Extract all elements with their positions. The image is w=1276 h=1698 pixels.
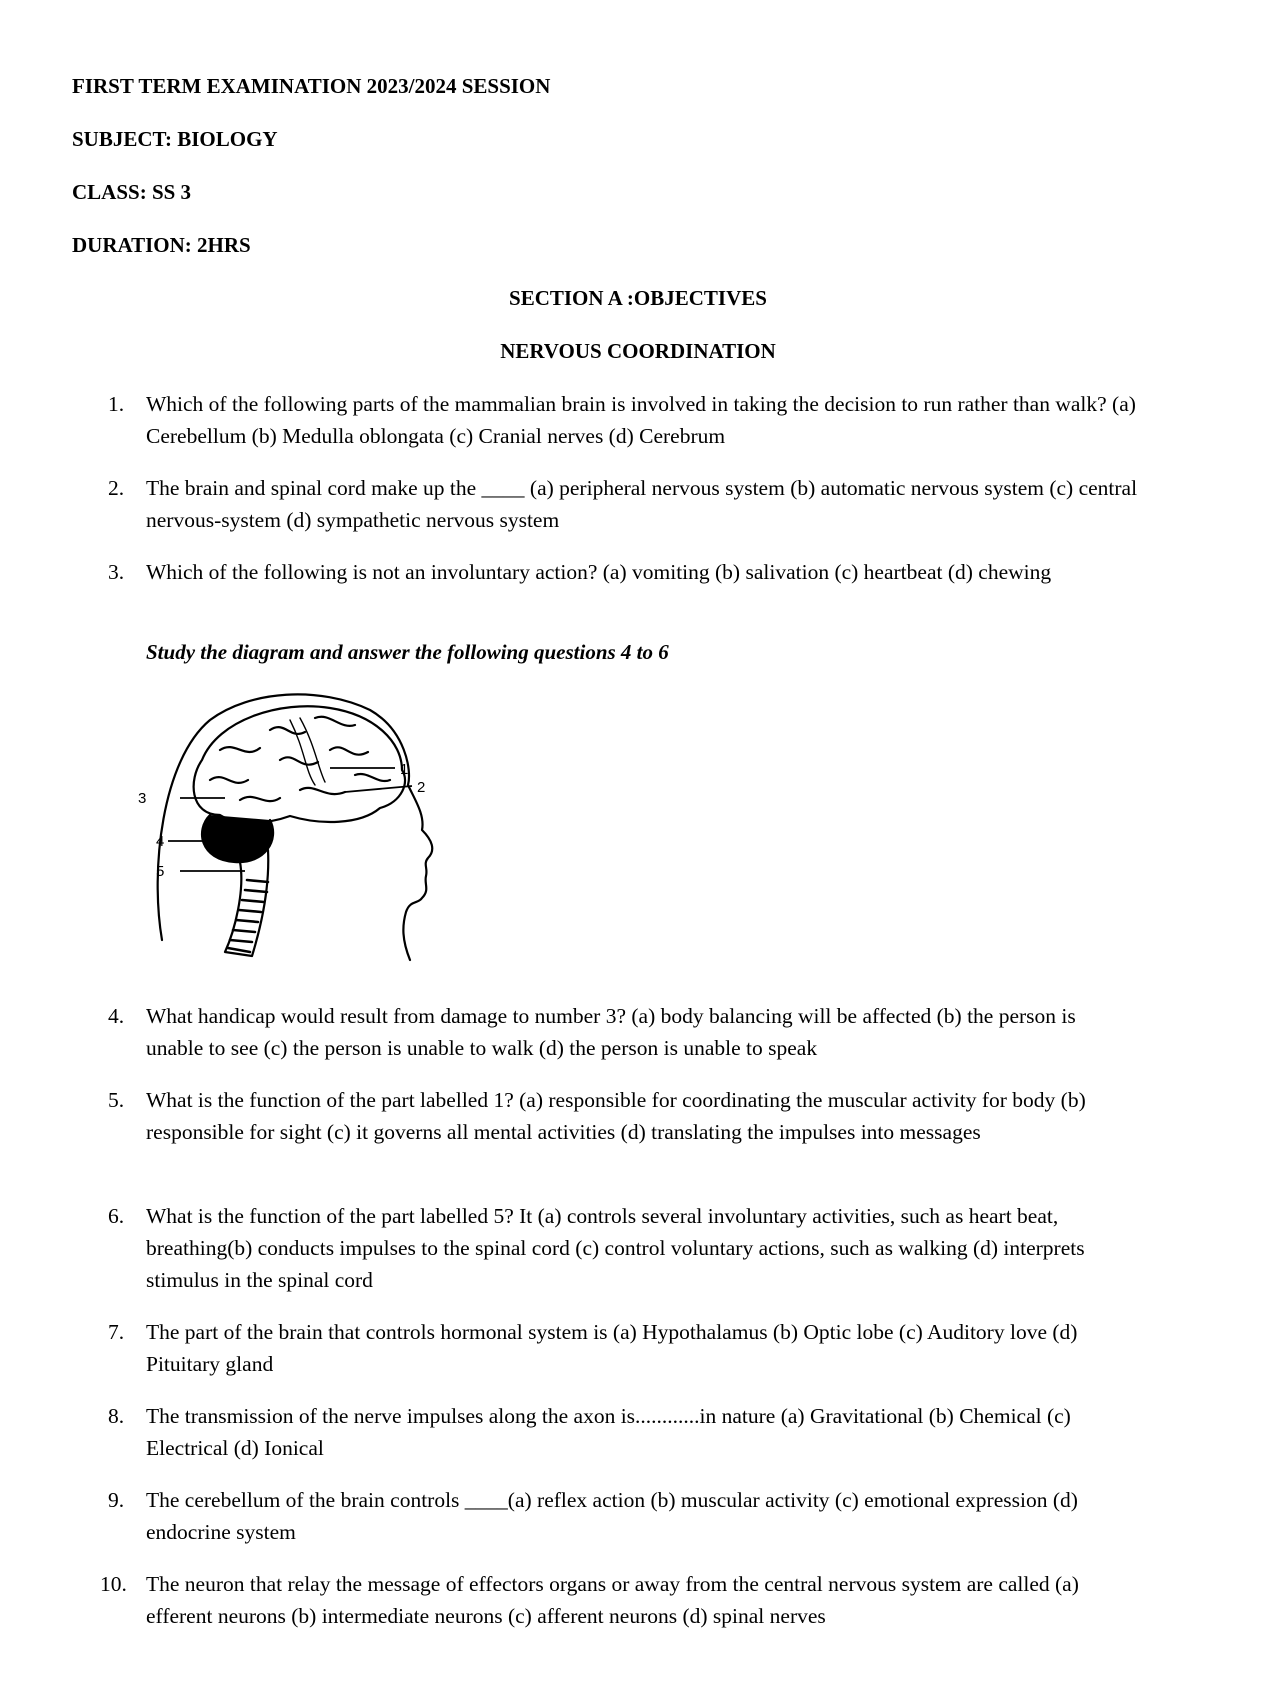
question-text: What is the function of the part labelled 1? (a) responsible for coordinating the muscular activity for body (b) responsible for sight (c) it governs all mental activities (d) translating the impulses into messages: [146, 1088, 1086, 1144]
question-number: 8.: [108, 1404, 125, 1428]
question-item: [100, 1568, 1130, 1632]
question-number: 3.: [108, 560, 125, 584]
question-text: The brain and spinal cord make up the ____ (a) peripheral nervous system (b) automatic nervous system (c) central nervous-system (d) sympathetic nervous system: [146, 476, 1138, 532]
question-text: The transmission of the nerve impulses along the axon is............in nature (a) Gravitational (b) Chemical (c) Electrical (d) Ionical: [146, 1404, 1071, 1460]
diagram-label-3: 3: [138, 790, 147, 807]
question-text: What handicap would result from damage to number 3? (a) body balancing will be affected (b) the person is unable to see (c) the person is unable to walk (d) the person is unable to speak: [146, 1004, 1076, 1060]
question-number: 7.: [108, 1320, 125, 1344]
cerebellum: [202, 815, 273, 862]
class-line: CLASS: SS 3: [72, 180, 192, 204]
cerebrum: [194, 706, 405, 822]
diagram-label-2: 2: [417, 779, 426, 796]
subject-line: SUBJECT: BIOLOGY: [72, 127, 278, 151]
duration-line: DURATION: 2HRS: [72, 233, 251, 257]
brain-diagram: [140, 690, 480, 975]
question-text: The cerebellum of the brain controls ____(a) reflex action (b) muscular activity (c) emotional expression (d) endocrine system: [146, 1488, 1078, 1544]
question-item: [108, 388, 1138, 452]
question-text: What is the function of the part labelled 5? It (a) controls several involuntary activities, such as heart beat, breathing(b) conducts impulses to the spinal cord (c) control voluntary actions, such as walking (d) interprets stimulus in the spinal cord: [146, 1204, 1085, 1292]
exam-title: FIRST TERM EXAMINATION 2023/2024 SESSION: [72, 74, 551, 98]
question-number: 10.: [100, 1572, 127, 1596]
question-number: 4.: [108, 1004, 125, 1028]
section-title: SECTION A :OBJECTIVES: [509, 286, 767, 310]
diagram-label-5: 5: [156, 863, 165, 880]
question-text: Which of the following is not an involuntary action? (a) vomiting (b) salivation (c) heartbeat (d) chewing: [146, 560, 1052, 584]
question-number: 6.: [108, 1204, 125, 1228]
question-number: 1.: [108, 392, 125, 416]
topic-title: NERVOUS COORDINATION: [500, 339, 776, 363]
question-number: 9.: [108, 1488, 125, 1512]
question-text: The neuron that relay the message of effectors organs or away from the central nervous system are called (a) efferent neurons (b) intermediate neurons (c) afferent neurons (d) spinal nerves: [146, 1572, 1079, 1628]
question-item: [108, 472, 1138, 536]
question-text: The part of the brain that controls hormonal system is (a) Hypothalamus (b) Optic lobe (c) Auditory love (d) Pituitary gland: [146, 1320, 1078, 1376]
question-item: [108, 1484, 1138, 1548]
diagram-instruction: Study the diagram and answer the following questions 4 to 6: [146, 640, 669, 664]
question-item: [108, 556, 1138, 588]
diagram-label-4: 4: [156, 833, 165, 850]
question-item: [108, 1000, 1138, 1064]
question-number: 2.: [108, 476, 125, 500]
question-item: [108, 1316, 1138, 1380]
question-number: 5.: [108, 1088, 125, 1112]
question-text: Which of the following parts of the mammalian brain is involved in taking the decision to run rather than walk? (a) Cerebellum (b) Medulla oblongata (c) Cranial nerves (d) Cerebrum: [146, 392, 1136, 448]
question-item: [108, 1400, 1138, 1464]
diagram-label-1: 1: [400, 761, 409, 778]
question-item: [108, 1084, 1138, 1148]
question-item: [108, 1200, 1138, 1296]
